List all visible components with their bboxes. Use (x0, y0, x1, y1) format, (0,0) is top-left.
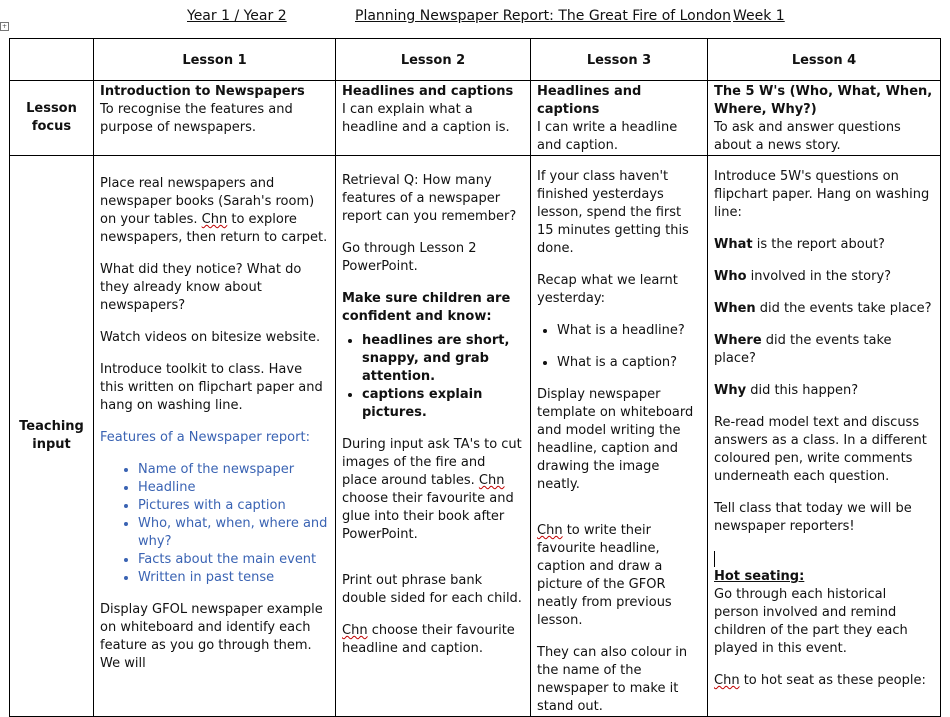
lesson2-para-5: Print out phrase bank double sided for each child. (342, 573, 522, 606)
lesson4-para-3: Tell class that today we will be newspaper reporters! (714, 501, 912, 534)
week-heading: Week 1 (733, 8, 785, 24)
lesson1-focus-cell (94, 81, 336, 156)
lesson3-bullets (537, 322, 701, 372)
text-cursor (714, 550, 934, 568)
lesson4-para-4: Go through each historical person involved and remind children of the part they each played in this event. (714, 587, 908, 656)
lesson4-focus-cell (708, 81, 941, 156)
teaching-input-row (10, 156, 941, 717)
row-label-lesson-focus: Lesson focus (10, 81, 94, 156)
column-header-lesson-3: Lesson 3 (531, 39, 708, 81)
lesson1-para-4: Introduce toolkit to class. Have this written on flipchart paper and hang on washing line. (100, 362, 323, 413)
features-list (100, 461, 329, 587)
list-item: • Written in past tense (138, 569, 329, 587)
question-where: Where did the events take place? (714, 333, 892, 366)
header-row (10, 39, 941, 81)
lesson4-focus-title: The 5 W's (Who, What, When, Where, Why?) (714, 84, 933, 117)
corner-cell (10, 39, 94, 81)
lesson4-para-2: Re-read model text and discuss answers as a class. In a different coloured pen, write comments underneath each question. (714, 415, 927, 484)
lesson2-para-3: Make sure children are confident and know: (342, 291, 511, 324)
lesson3-teaching-cell (531, 156, 708, 717)
list-item: • Who, what, when, where and why? (138, 515, 329, 551)
year-heading: Year 1 / Year 2 (187, 8, 287, 24)
lesson4-para-1: Introduce 5W's questions on flipchart paper. Hang on washing line: (714, 169, 930, 220)
features-title: Features of a Newspaper report: (100, 430, 310, 445)
document-title: Planning Newspaper Report: The Great Fire of London (355, 8, 731, 24)
table-move-handle-icon[interactable]: + (1, 23, 8, 30)
lesson3-para-2: Recap what we learnt yesterday: (537, 273, 678, 306)
list-item: • Pictures with a caption (138, 497, 329, 515)
lesson1-para-1: Place real newspapers and newspaper books (Sarah's room) on your tables. Chn to explore newspapers, then return to carpet. (100, 176, 328, 245)
lesson1-focus-text: To recognise the features and purpose of newspapers. (100, 102, 293, 135)
lesson1-teaching-cell (94, 156, 336, 717)
list-item: • Name of the newspaper (138, 461, 329, 479)
question-why: Why did this happen? (714, 383, 859, 398)
lesson1-para-2: What did they notice? What do they already know about newspapers? (100, 262, 302, 313)
planning-table (9, 38, 941, 717)
lesson2-para-4: During input ask TA's to cut images of the fire and place around tables. Chn choose their favourite and glue into their book after PowerPoint. (342, 437, 522, 542)
lesson1-focus-title: Introduction to Newspapers (100, 84, 305, 99)
lesson2-para-1: Retrieval Q: How many features of a newspaper report can you remember? (342, 173, 517, 224)
lesson1-para-3: Watch videos on bitesize website. (100, 330, 321, 345)
lesson4-teaching-cell (708, 156, 941, 717)
lesson3-para-1: If your class haven't finished yesterdays lesson, spend the first 15 minutes getting this done. (537, 169, 689, 256)
lesson2-para-6: Chn choose their favourite headline and caption. (342, 623, 515, 656)
lesson-focus-row (10, 81, 941, 156)
list-item: • What is a caption? (557, 354, 701, 372)
lesson2-bullets (342, 332, 524, 422)
list-item: • What is a headline? (557, 322, 701, 340)
lesson3-para-4: Chn to write their favourite headline, caption and draw a picture of the GFOR neatly from previous lesson. (537, 523, 672, 628)
lesson2-para-2: Go through Lesson 2 PowerPoint. (342, 241, 477, 274)
question-when: When did the events take place? (714, 301, 932, 316)
list-item: • captions explain pictures. (362, 386, 524, 422)
lesson3-para-3: Display newspaper template on whiteboard and model writing the headline, caption and drawing the image neatly. (537, 387, 694, 492)
lesson2-teaching-cell (336, 156, 531, 717)
question-who: Who involved in the story? (714, 269, 892, 284)
column-header-lesson-2: Lesson 2 (336, 39, 531, 81)
lesson3-focus-text: I can write a headline and caption. (537, 120, 678, 153)
question-what: What is the report about? (714, 237, 885, 252)
column-header-lesson-4: Lesson 4 (708, 39, 941, 81)
row-label-teaching-input: Teaching input (10, 156, 94, 717)
lesson2-focus-text: I can explain what a headline and a caption is. (342, 102, 510, 135)
lesson2-focus-title: Headlines and captions (342, 84, 514, 99)
list-item: • Facts about the main event (138, 551, 329, 569)
lesson3-focus-cell (531, 81, 708, 156)
list-item: • Headline (138, 479, 329, 497)
hot-seating-title: Hot seating: (714, 569, 805, 584)
lesson3-para-5: They can also colour in the name of the newspaper to make it stand out. (537, 645, 688, 714)
lesson4-focus-text: To ask and answer questions about a news story. (714, 120, 901, 153)
lesson4-para-5: Chn to hot seat as these people: (714, 673, 926, 688)
lesson3-focus-title: Headlines and captions (537, 84, 642, 117)
lesson2-focus-cell (336, 81, 531, 156)
column-header-lesson-1: Lesson 1 (94, 39, 336, 81)
lesson1-para-5: Display GFOL newspaper example on whiteboard and identify each feature as you go through them. We will (100, 602, 323, 671)
list-item: • headlines are short, snappy, and grab attention. (362, 332, 524, 386)
